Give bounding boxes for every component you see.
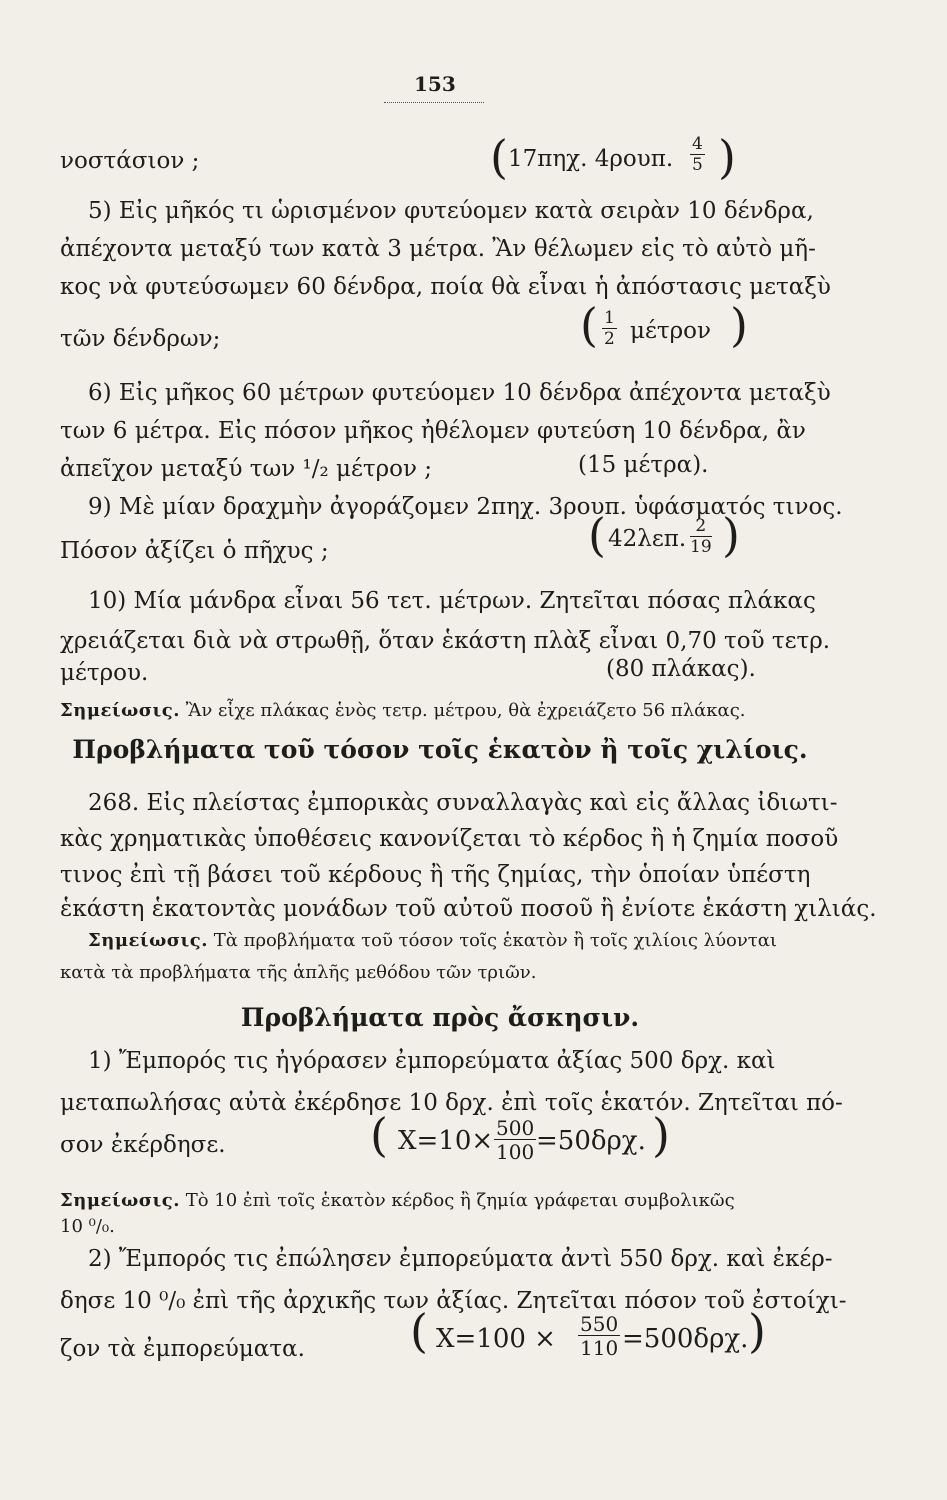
- note: [60, 952, 820, 994]
- answer: [580, 298, 750, 356]
- text-span: 268. Εἰς πλείστας ἐμπορικὰς συναλλαγὰς καὶ εἰς ἄλλας ἰδιωτι-: [88, 790, 838, 816]
- answer-text: X=100 ×: [436, 1324, 556, 1354]
- answer-text: 17πηχ. 4ρουπ.: [508, 146, 674, 172]
- text-span: μεταπωλήσας αὐτὰ ἐκέρδησε 10 δρχ. ἐπὶ τοῖς ἑκατόν. Ζητεῖται πό-: [60, 1090, 843, 1116]
- text-span: δησε 10 ⁰/₀ ἐπὶ τῆς ἀρχικῆς των ἀξίας. Ζητεῖται πόσον τοῦ ἐστοίχι-: [60, 1288, 847, 1314]
- answer: [490, 130, 750, 188]
- page-number: 153: [414, 72, 456, 96]
- fraction: [602, 310, 617, 348]
- answer-text: (80 πλάκας).: [606, 656, 756, 682]
- paren-close: ): [722, 508, 740, 562]
- fraction: [690, 136, 705, 174]
- answer-text: X=10×: [398, 1126, 494, 1156]
- paren-close: ): [730, 298, 748, 352]
- text-span: 10) Μία μάνδρα εἶναι 56 τετ. μέτρων. Ζητεῖται πόσας πλάκας: [88, 588, 816, 614]
- paren-open: (: [490, 130, 508, 184]
- fraction-numerator: 2: [690, 518, 712, 537]
- section-heading: Προβλήματα πρὸς ἄσκησιν.: [240, 1003, 640, 1032]
- fraction-denominator: 100: [496, 1140, 535, 1164]
- text-line: [60, 190, 820, 232]
- text-span: ἀπέχοντα μεταξύ των κατὰ 3 μέτρα. Ἂν θέλωμεν εἰς τὸ αὐτὸ μῆ-: [60, 236, 816, 262]
- text-span: νοστάσιον ;: [60, 148, 200, 174]
- note-text: Τὰ προβλήματα τοῦ τόσον τοῖς ἑκατὸν ἢ τοῖς χιλίοις λύονται: [213, 930, 777, 951]
- text-span: 5) Εἰς μῆκός τι ὡρισμένον φυτεύομεν κατὰ σειρὰν 10 δένδρα,: [88, 198, 814, 224]
- note-text: κατὰ τὰ προβλήματα τῆς ἁπλῆς μεθόδου τῶν τριῶν.: [60, 962, 537, 983]
- text-span: τινος ἐπὶ τῇ βάσει τοῦ κέρδους ἢ τῆς ζημίας, τὴν ὁποίαν ὑπέστη: [60, 862, 811, 888]
- note-label: Σημείωσις.: [60, 1190, 180, 1211]
- fraction: [578, 1314, 620, 1358]
- answer-text: =50δρχ.: [536, 1126, 646, 1156]
- text-span: χρειάζεται διὰ νὰ στρωθῇ, ὅταν ἑκάστη πλὰξ εἶναι 0,70 τοῦ τετρ.: [60, 628, 831, 654]
- text-span: Πόσον ἀξίζει ὁ πῆχυς ;: [60, 538, 329, 564]
- fraction-numerator: 500: [496, 1116, 535, 1140]
- fraction-numerator: 1: [604, 308, 615, 328]
- answer: [588, 508, 758, 566]
- fraction: [494, 1118, 536, 1162]
- text-line: [60, 266, 831, 308]
- text-span: ζον τὰ ἐμπορεύματα.: [60, 1336, 305, 1362]
- text-span: μέτρου.: [60, 660, 149, 686]
- fraction-numerator: 550: [580, 1312, 619, 1336]
- fraction: [690, 518, 712, 556]
- note-label: Σημείωσις.: [88, 930, 208, 951]
- text-span: των 6 μέτρα. Εἰς πόσον μῆκος ἠθέλομεν φυτεύση 10 δένδρα, ἂν: [60, 418, 806, 444]
- text-span: ἀπεῖχον μεταξύ των ¹/₂ μέτρον ;: [60, 456, 433, 482]
- answer-text: μέτρον: [630, 318, 711, 344]
- paren-open: (: [410, 1304, 428, 1358]
- note: [60, 690, 820, 732]
- answer-text: (15 μέτρα).: [578, 452, 709, 478]
- text-line: [60, 580, 848, 622]
- paren-open: (: [370, 1108, 388, 1162]
- note-text: Τὸ 10 ἐπὶ τοῖς ἑκατὸν κέρδος ἢ ζημία γράφεται συμβολικῶς: [185, 1190, 735, 1211]
- fraction-denominator: 110: [580, 1336, 619, 1360]
- section-heading: Προβλήματα τοῦ τόσον τοῖς ἑκατὸν ἢ τοῖς χιλίοις.: [72, 735, 808, 764]
- text-line: [60, 410, 820, 452]
- text-span: ἑκάστη ἑκατοντὰς μονάδων τοῦ αὐτοῦ ποσοῦ ἢ ἐνίοτε ἑκάστη χιλιάς.: [60, 896, 877, 922]
- paren-close: ): [718, 130, 736, 184]
- text-span: τῶν δένδρων;: [60, 326, 221, 352]
- answer: [410, 1304, 780, 1372]
- answer-text: 42λεπ.: [608, 526, 687, 552]
- note-text: Ἂν εἶχε πλάκας ἑνὸς τετρ. μέτρου, θὰ ἐχρειάζετο 56 πλάκας.: [185, 700, 746, 721]
- paren-close: ): [652, 1108, 670, 1162]
- paren-close: ): [748, 1304, 766, 1358]
- text-span: κὰς χρηματικὰς ὑποθέσεις κανονίζεται τὸ κέρδος ἢ ἡ ζημία ποσοῦ: [60, 826, 839, 852]
- note-label: Σημείωσις.: [60, 700, 180, 721]
- text-line: [60, 228, 820, 270]
- answer: [370, 1108, 680, 1176]
- answer-text: =500δρχ.: [622, 1324, 749, 1354]
- fraction-denominator: 5: [692, 155, 703, 175]
- text-line: [60, 372, 848, 414]
- text-span: 2) Ἔμπορός τις ἐπώλησεν ἐμπορεύματα ἀντὶ 550 δρχ. καὶ ἐκέρ-: [88, 1246, 833, 1272]
- text-span: 9) Μὲ μίαν δραχμὴν ἀγοράζομεν 2πηχ. 3ρουπ. ὑφάσματός τινος.: [88, 494, 843, 520]
- fraction-numerator: 4: [692, 134, 703, 154]
- text-line: [60, 1238, 848, 1280]
- text-span: σον ἐκέρδησε.: [60, 1132, 226, 1158]
- paren-open: (: [580, 298, 598, 352]
- note-text: 10 ⁰/₀.: [60, 1216, 115, 1237]
- text-span: 1) Ἔμπορός τις ἠγόρασεν ἐμπορεύματα ἀξίας 500 δρχ. καὶ: [88, 1048, 776, 1074]
- fraction-denominator: 2: [604, 329, 615, 349]
- fraction-denominator: 19: [690, 537, 712, 557]
- page-number-rule: [384, 102, 484, 103]
- text-span: κος νὰ φυτεύσωμεν 60 δένδρα, ποία θὰ εἶναι ἡ ἀπόστασις μεταξὺ: [60, 274, 831, 300]
- text-span: 6) Εἰς μῆκος 60 μέτρων φυτεύομεν 10 δένδρα ἀπέχοντα μεταξὺ: [88, 380, 831, 406]
- paren-open: (: [588, 508, 606, 562]
- text-line: [60, 1040, 848, 1082]
